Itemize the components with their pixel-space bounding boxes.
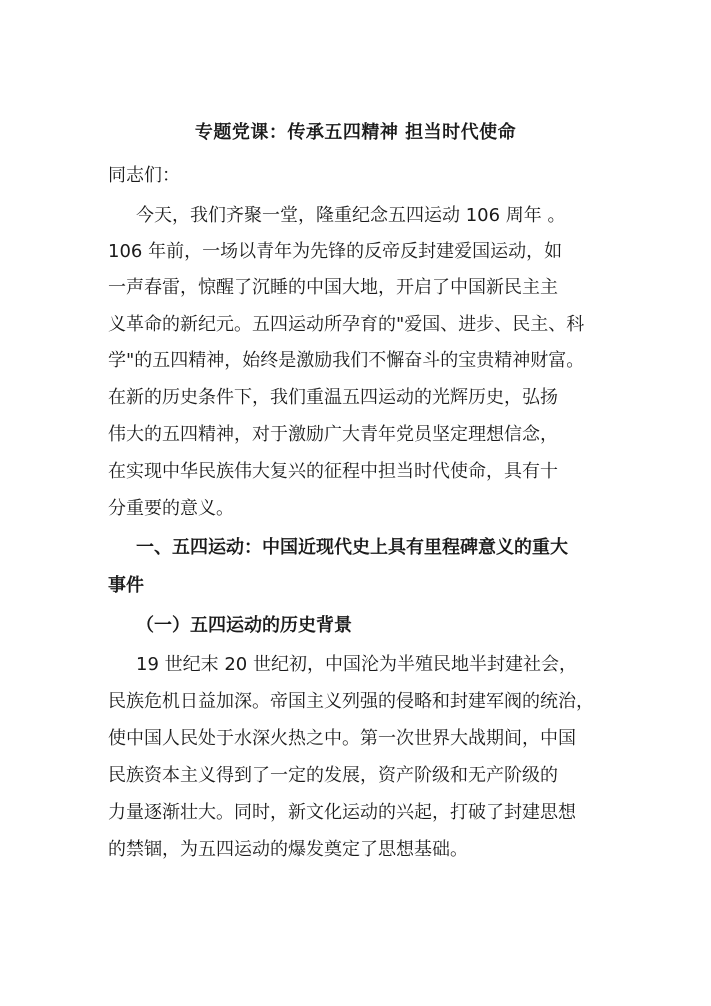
body-line: 使中国人民处于水深火热之中。第一次世界大战期间，中国 [108,728,576,749]
body-line: 一声春雷，惊醒了沉睡的中国大地，开启了中国新民主主 [108,277,558,298]
section-heading: 一、五四运动：中国近现代史上具有里程碑意义的重大 [136,537,568,558]
body-line: 106 年前，一场以青年为先锋的反帝反封建爱国运动，如 [108,241,563,262]
body-line: 分重要的意义。 [108,498,234,519]
salutation-line: 同志们： [108,165,180,186]
body-line: 学"的五四精神，始终是激励我们不懈奋斗的宝贵精神财富。 [108,350,585,371]
subsection-heading: （一）五四运动的历史背景 [136,615,352,636]
body-line: 在新的历史条件下，我们重温五四运动的光辉历史，弘扬 [108,387,558,408]
body-line: 在实现中华民族伟大复兴的征程中担当时代使命，具有十 [108,461,558,482]
body-line: 民族危机日益加深。帝国主义列强的侵略和封建军阀的统治， [108,691,594,712]
body-line: 民族资本主义得到了一定的发展，资产阶级和无产阶级的 [108,765,558,786]
body-line: 义革命的新纪元。五四运动所孕育的"爱国、进步、民主、科 [108,314,585,335]
body-line: 的禁锢，为五四运动的爆发奠定了思想基础。 [108,839,468,860]
section-heading-continued: 事件 [108,575,144,596]
document-title: 专题党课：传承五四精神 担当时代使命 [194,122,517,143]
body-line: 伟大的五四精神，对于激励广大青年党员坚定理想信念， [108,424,558,445]
body-line: 今天，我们齐聚一堂，隆重纪念五四运动 106 周年 。 [136,205,566,226]
body-line: 力量逐渐壮大。同时，新文化运动的兴起，打破了封建思想 [108,802,576,823]
body-line: 19 世纪末 20 世纪初，中国沦为半殖民地半封建社会， [136,654,577,675]
